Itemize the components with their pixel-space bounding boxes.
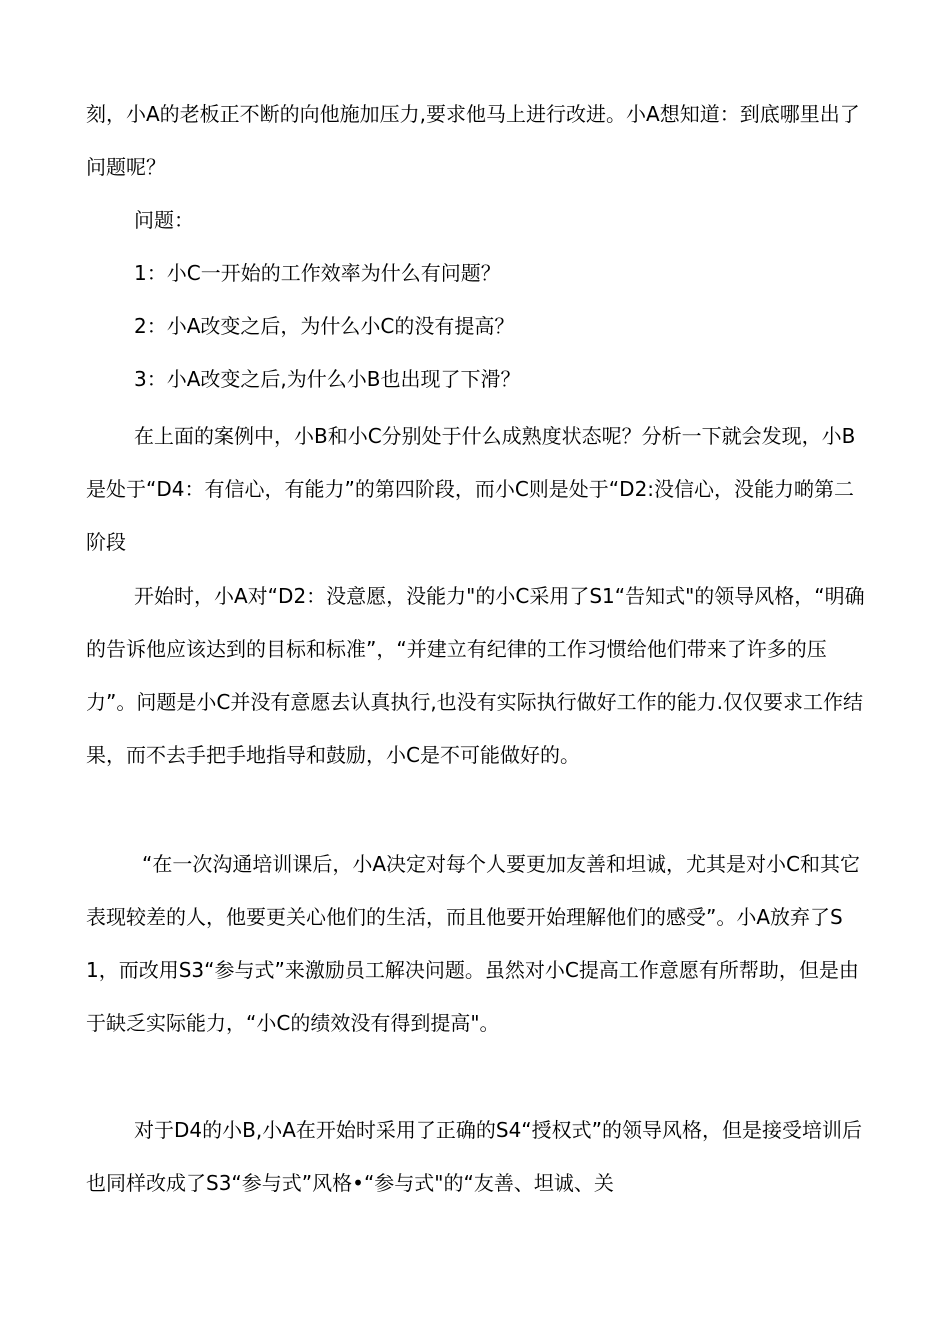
paragraph-1: 刻，小A的老板正不断的向他施加压力,要求他马上进行改进。小A想知道：到底哪里出了问题呢？ [86, 102, 860, 179]
question-3: 3：小A改变之后,为什么小B也出现了下滑？ [134, 367, 521, 391]
questions-heading: 问题： [134, 208, 194, 232]
paragraph-d4: 对于D4的小B,小A在开始时采用了正确的S4“授权式”的领导风格，但是接受培训后也同样改成了S3“参与式”风格•“参与式"的“友善、坦诚、关 [86, 1118, 863, 1195]
paragraph-training: “在一次沟通培训课后，小A决定对每个人要更加友善和坦诚，尤其是对小C和其它表现较差的人，他要更关心他们的生活，而且他要开始理解他们的感受”。小A放弃了S1，而改用S3“参与式”来激励员工解决问题。虽然对小C提高工作意愿有所帮助，但是由于缺乏实际能力，“小C的绩效没有得到提高"。 [86, 852, 861, 1035]
paragraph-start: 开始时，小A对“D2：没意愿，没能力"的小C采用了S1“告知式"的领导风格，“明确的告诉他应该达到的目标和标准”，“并建立有纪律的工作习惯给他们带来了许多的压力”。问题是小C并没有意愿去认真执行,也没有实际执行做好工作的能力.仅仅要求工作结果，而不去手把手地指导和鼓励，小C是不可能做好的。 [86, 584, 865, 767]
question-1: 1：小C一开始的工作效率为什么有问题？ [134, 261, 501, 285]
paragraph-analysis: 在上面的案例中，小B和小C分别处于什么成熟度状态呢？分析一下就会发现，小B是处于“D4：有信心，有能力”的第四阶段，而小C则是处于“D2:没信心，没能力啲第二阶段 [86, 424, 856, 554]
question-2: 2：小A改变之后，为什么小C的没有提高？ [134, 314, 515, 338]
